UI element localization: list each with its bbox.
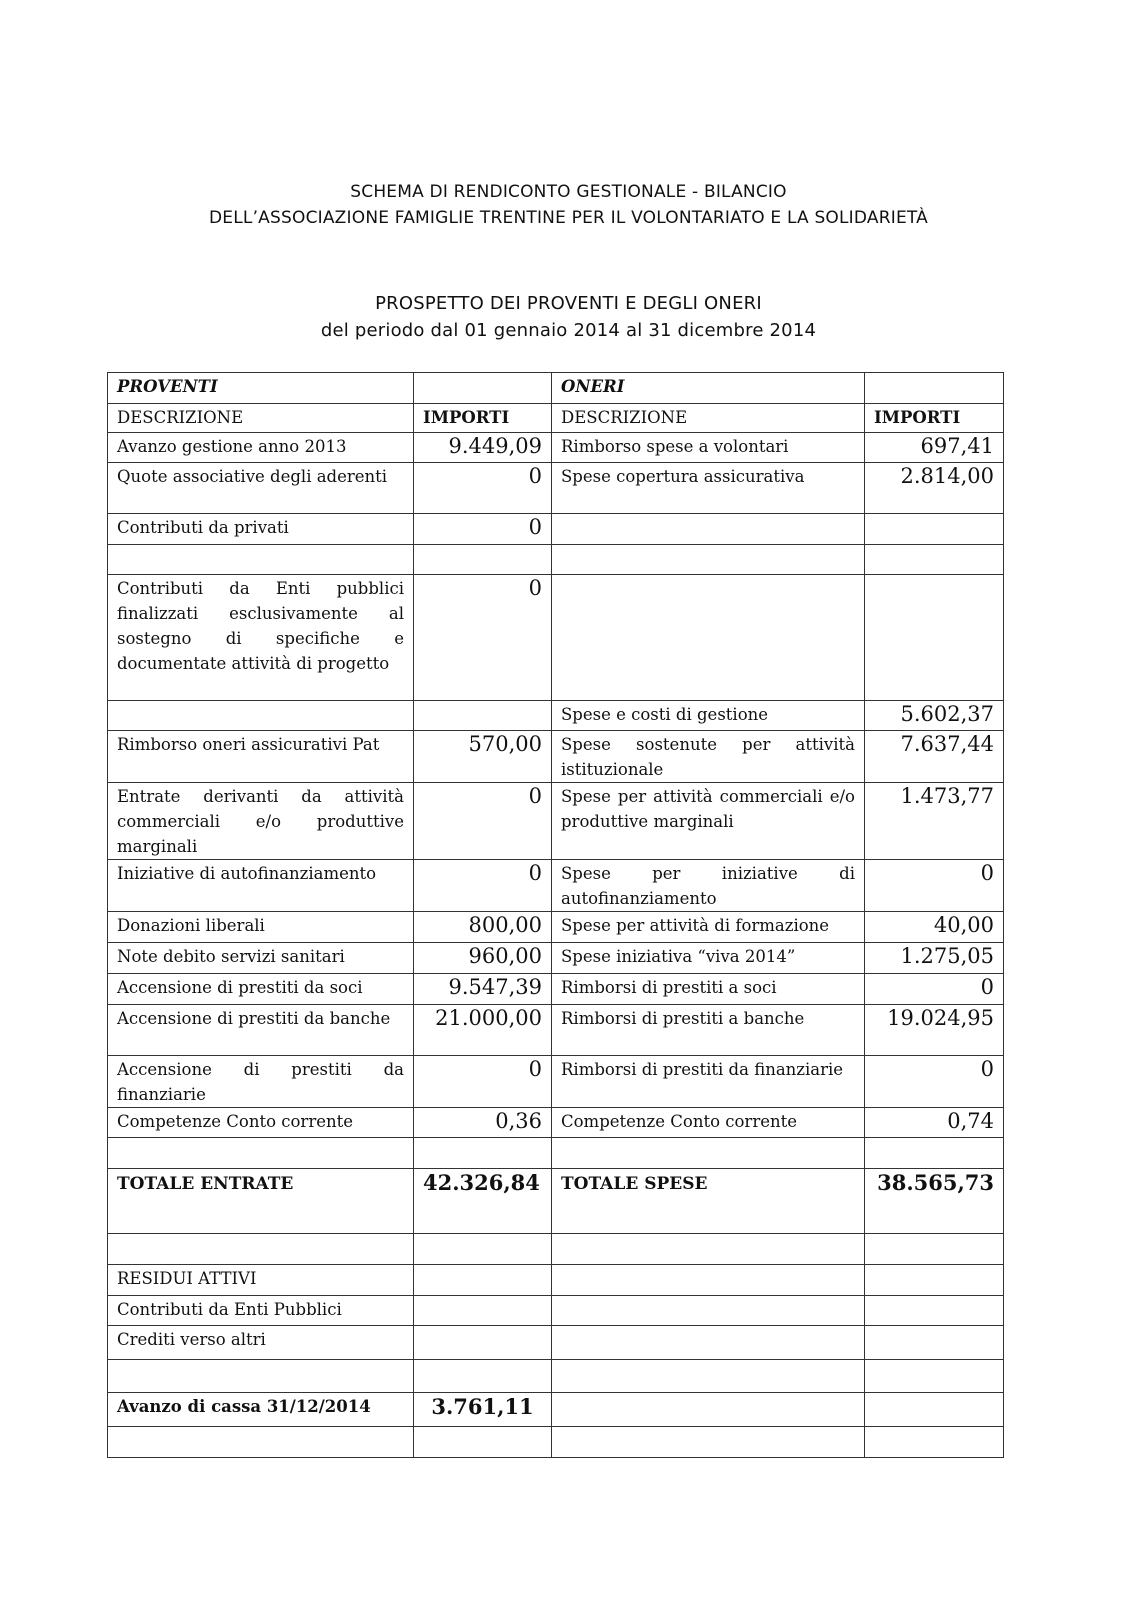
- table-row: [108, 514, 1004, 545]
- table-row: [108, 1056, 1004, 1108]
- oneri-description: Spese sostenute per attività istituzionale: [552, 731, 865, 783]
- empty-cell: [552, 1427, 865, 1458]
- table-row: [108, 575, 1004, 701]
- oneri-amount: [865, 514, 1004, 545]
- empty-cell: [414, 1326, 552, 1360]
- oneri-description: [552, 545, 865, 575]
- proventi-header: PROVENTI: [108, 373, 414, 404]
- totale-spese-value: 38.565,73: [865, 1169, 1004, 1234]
- oneri-amount: 697,41: [865, 433, 1004, 463]
- totale-entrate-label: TOTALE ENTRATE: [108, 1169, 414, 1234]
- totals-row: [108, 1169, 1004, 1234]
- empty-cell: [552, 1234, 865, 1265]
- empty-cell: [552, 1360, 865, 1393]
- residui-row: [108, 1296, 1004, 1326]
- table-row: [108, 860, 1004, 912]
- document-title-line1: SCHEMA DI RENDICONTO GESTIONALE - BILANCIO: [350, 182, 787, 202]
- oneri-description: Spese per attività di formazione: [552, 912, 865, 943]
- oneri-amount: [865, 545, 1004, 575]
- oneri-amount: 1.275,05: [865, 943, 1004, 974]
- empty-cell: [414, 1265, 552, 1296]
- empty-cell: [552, 1393, 865, 1427]
- empty-cell: [865, 1326, 1004, 1360]
- proventi-description: Accensione di prestiti da soci: [108, 974, 414, 1005]
- proventi-description: Accensione di prestiti da finanziarie: [108, 1056, 414, 1108]
- proventi-amount: 21.000,00: [414, 1005, 552, 1056]
- oneri-amount: [865, 575, 1004, 701]
- empty-cell: [108, 1360, 414, 1393]
- oneri-description: [552, 575, 865, 701]
- oneri-description: Competenze Conto corrente: [552, 1108, 865, 1138]
- proventi-importi-header: IMPORTI: [414, 404, 552, 433]
- table-row: [108, 433, 1004, 463]
- proventi-amount: 0,36: [414, 1108, 552, 1138]
- table-row: [108, 463, 1004, 514]
- empty-cell: [865, 1296, 1004, 1326]
- table-row: [108, 783, 1004, 860]
- empty-cell: [552, 1265, 865, 1296]
- oneri-description: Rimborsi di prestiti a soci: [552, 974, 865, 1005]
- section-header-row: [108, 373, 1004, 404]
- oneri-amount: 0: [865, 974, 1004, 1005]
- oneri-amount: 0: [865, 1056, 1004, 1108]
- financial-statement-table: [107, 372, 1004, 1458]
- empty-cell: [108, 1234, 414, 1265]
- empty-cell: [108, 1138, 414, 1169]
- proventi-description: Donazioni liberali: [108, 912, 414, 943]
- table-row: [108, 545, 1004, 575]
- oneri-description: Spese copertura assicurativa: [552, 463, 865, 514]
- empty-cell: [865, 1393, 1004, 1427]
- empty-cell: [865, 1234, 1004, 1265]
- proventi-amount: 0: [414, 514, 552, 545]
- empty-cell: [865, 373, 1004, 404]
- empty-cell: [552, 1138, 865, 1169]
- table-row: [108, 943, 1004, 974]
- proventi-description: [108, 545, 414, 575]
- proventi-description: Contributi da Enti pubblici finalizzati esclusivamente al sostegno di specifiche e documentate attività di progetto: [108, 575, 414, 701]
- proventi-description: Iniziative di autofinanziamento: [108, 860, 414, 912]
- oneri-amount: 5.602,37: [865, 701, 1004, 731]
- proventi-amount: [414, 701, 552, 731]
- oneri-description: [552, 514, 865, 545]
- proventi-description: Contributi da privati: [108, 514, 414, 545]
- proventi-amount: 800,00: [414, 912, 552, 943]
- avanzo-row: [108, 1393, 1004, 1427]
- table-row: [108, 1108, 1004, 1138]
- oneri-amount: 2.814,00: [865, 463, 1004, 514]
- oneri-description: Spese iniziativa “viva 2014”: [552, 943, 865, 974]
- proventi-description: Rimborso oneri assicurativi Pat: [108, 731, 414, 783]
- residui-attivi-label: RESIDUI ATTIVI: [108, 1265, 414, 1296]
- proventi-description: Entrate derivanti da attività commerciali e/o produttive marginali: [108, 783, 414, 860]
- oneri-description: Rimborsi di prestiti da finanziarie: [552, 1056, 865, 1108]
- proventi-description: [108, 701, 414, 731]
- empty-cell: [865, 1427, 1004, 1458]
- spacer-row: [108, 1234, 1004, 1265]
- residui-row: [108, 1326, 1004, 1360]
- empty-cell: [552, 1296, 865, 1326]
- proventi-amount: 0: [414, 575, 552, 701]
- table-row: [108, 701, 1004, 731]
- empty-cell: [414, 1138, 552, 1169]
- empty-cell: [865, 1360, 1004, 1393]
- spacer-row: [108, 1427, 1004, 1458]
- proventi-amount: 0: [414, 783, 552, 860]
- oneri-amount: 7.637,44: [865, 731, 1004, 783]
- empty-cell: [865, 1265, 1004, 1296]
- oneri-description: Spese per attività commerciali e/o produttive marginali: [552, 783, 865, 860]
- empty-cell: [414, 1234, 552, 1265]
- oneri-amount: 19.024,95: [865, 1005, 1004, 1056]
- spacer-row: [108, 1360, 1004, 1393]
- empty-cell: [552, 1326, 865, 1360]
- oneri-header: ONERI: [552, 373, 865, 404]
- empty-cell: [414, 1360, 552, 1393]
- proventi-description: Avanzo gestione anno 2013: [108, 433, 414, 463]
- oneri-description: Rimborso spese a volontari: [552, 433, 865, 463]
- oneri-descrizione-header: DESCRIZIONE: [552, 404, 865, 433]
- oneri-description: Rimborsi di prestiti a banche: [552, 1005, 865, 1056]
- oneri-amount: 1.473,77: [865, 783, 1004, 860]
- empty-cell: [414, 1427, 552, 1458]
- table-row: [108, 731, 1004, 783]
- oneri-importi-header: IMPORTI: [865, 404, 1004, 433]
- proventi-description: Note debito servizi sanitari: [108, 943, 414, 974]
- table-row: [108, 912, 1004, 943]
- proventi-amount: 9.547,39: [414, 974, 552, 1005]
- table-row: [108, 974, 1004, 1005]
- avanzo-cassa-label: Avanzo di cassa 31/12/2014: [108, 1393, 414, 1427]
- spacer-row: [108, 1138, 1004, 1169]
- table-row: [108, 1005, 1004, 1056]
- proventi-amount: 0: [414, 1056, 552, 1108]
- proventi-description: Quote associative degli aderenti: [108, 463, 414, 514]
- proventi-amount: [414, 545, 552, 575]
- avanzo-cassa-value: 3.761,11: [414, 1393, 552, 1427]
- document-period: del periodo dal 01 gennaio 2014 al 31 dicembre 2014: [320, 320, 817, 341]
- residui-item: Contributi da Enti Pubblici: [108, 1296, 414, 1326]
- proventi-description: Competenze Conto corrente: [108, 1108, 414, 1138]
- totale-spese-label: TOTALE SPESE: [552, 1169, 865, 1234]
- proventi-description: Accensione di prestiti da banche: [108, 1005, 414, 1056]
- column-header-row: [108, 404, 1004, 433]
- empty-cell: [108, 1427, 414, 1458]
- oneri-amount: 0,74: [865, 1108, 1004, 1138]
- proventi-amount: 0: [414, 860, 552, 912]
- document-subtitle-line1: PROSPETTO DEI PROVENTI E DEGLI ONERI: [375, 293, 762, 314]
- residui-header-row: [108, 1265, 1004, 1296]
- totale-entrate-value: 42.326,84: [414, 1169, 552, 1234]
- proventi-amount: 0: [414, 463, 552, 514]
- oneri-description: Spese per iniziative di autofinanziamento: [552, 860, 865, 912]
- empty-cell: [414, 373, 552, 404]
- oneri-amount: 0: [865, 860, 1004, 912]
- proventi-amount: 9.449,09: [414, 433, 552, 463]
- oneri-amount: 40,00: [865, 912, 1004, 943]
- proventi-amount: 960,00: [414, 943, 552, 974]
- oneri-description: Spese e costi di gestione: [552, 701, 865, 731]
- proventi-descrizione-header: DESCRIZIONE: [108, 404, 414, 433]
- residui-item: Crediti verso altri: [108, 1326, 414, 1360]
- empty-cell: [865, 1138, 1004, 1169]
- proventi-amount: 570,00: [414, 731, 552, 783]
- empty-cell: [414, 1296, 552, 1326]
- document-title-line2: DELL’ASSOCIAZIONE FAMIGLIE TRENTINE PER IL VOLONTARIATO E LA SOLIDARIETÀ: [209, 208, 928, 228]
